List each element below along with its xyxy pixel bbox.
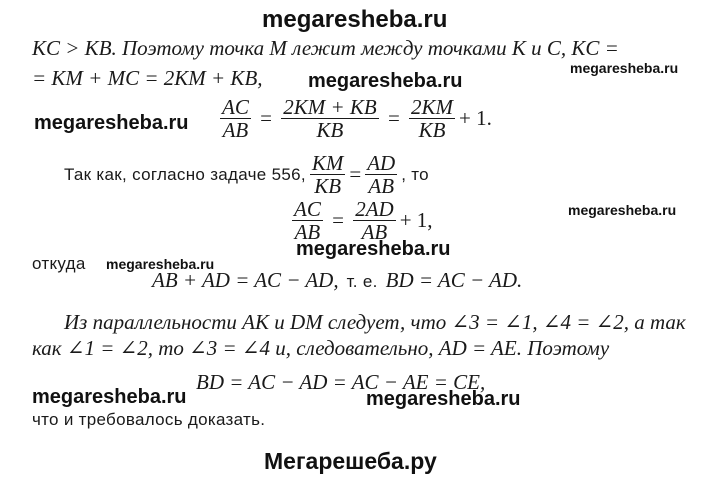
watermark-1: megaresheba.ru: [570, 60, 679, 76]
watermark-4: megaresheba.ru: [568, 202, 677, 218]
equation-3-left: AB + AD = AC − AD,: [152, 268, 339, 292]
paragraph-2-line-2: [32, 336, 609, 361]
denominator: AB: [294, 220, 321, 244]
denominator: KB: [314, 174, 342, 198]
numerator: AD: [367, 151, 396, 175]
numerator: 2KM: [411, 95, 454, 119]
line-3-tail: , то: [401, 164, 429, 184]
fraction: [281, 96, 379, 141]
fraction: [365, 152, 397, 197]
equation-2: $\frac{AC}{AB}$ = $\frac{2AD}{AB}$ + 1,: [294, 197, 433, 244]
fraction: [292, 198, 323, 243]
otkuda-text: откуда: [32, 254, 86, 273]
fraction: [310, 152, 346, 197]
text-line-2: = KM + MC = 2KM + KB,: [32, 66, 263, 90]
denominator: AB: [361, 220, 388, 244]
denominator: AB: [222, 118, 249, 142]
numerator: 2KM + KB: [283, 95, 377, 119]
equation-3: [152, 268, 522, 293]
equation-1: $\frac{AC}{AB}$ = $\frac{2KM + KB}{KB}$ = $\frac{2KM}{KB}$ + 1.: [222, 95, 492, 142]
line-3-text: Так как, согласно задаче 556,: [64, 164, 306, 184]
denominator: AB: [368, 174, 395, 198]
fraction: [353, 198, 396, 243]
numerator: AC: [294, 197, 321, 221]
fraction: [409, 96, 455, 141]
p2-line-1-text: Из параллельности AK и DM следует, что ∠3 = ∠1, ∠4 = ∠2, а так: [64, 310, 686, 334]
footer-watermark: Мегарешеба.ру: [264, 448, 437, 474]
equation-tail: + 1.: [459, 106, 492, 130]
p2-line-2-text: как ∠1 = ∠2, то ∠3 = ∠4 и, следовательно, AD = AE. Поэтому: [32, 336, 610, 360]
equation-3-te: т. е.: [346, 272, 378, 291]
numerator: 2AD: [355, 197, 394, 221]
paragraph-2-line-1: [64, 310, 686, 335]
watermark-5: megaresheba.ru: [296, 238, 451, 260]
text-line-1: KC > KB. Поэтому точка M лежит между точками K и C, KC =: [32, 36, 619, 60]
watermark-3: megaresheba.ru: [34, 112, 189, 134]
equation-4: BD = AC − AD = AC − AE = CE,: [196, 370, 486, 394]
equation-tail: + 1,: [399, 208, 433, 232]
numerator: KM: [311, 151, 344, 175]
header-watermark: megaresheba.ru: [262, 6, 448, 33]
denominator: KB: [316, 118, 344, 142]
watermark-7: megaresheba.ru: [32, 386, 187, 408]
denominator: KB: [418, 118, 446, 142]
equation-3-right: BD = AC − AD.: [385, 268, 523, 292]
numerator: AC: [222, 95, 249, 119]
text-line-3: Так как, согласно задаче 556, $\frac{KM}{KB}$ = $\frac{AD}{AB}$ , то: [64, 151, 429, 198]
conclusion-text: что и требовалось доказать.: [32, 410, 266, 429]
watermark-6: megaresheba.ru: [106, 256, 215, 272]
watermark-8: megaresheba.ru: [366, 388, 521, 410]
fraction: [220, 96, 251, 141]
watermark-2: megaresheba.ru: [308, 70, 463, 92]
